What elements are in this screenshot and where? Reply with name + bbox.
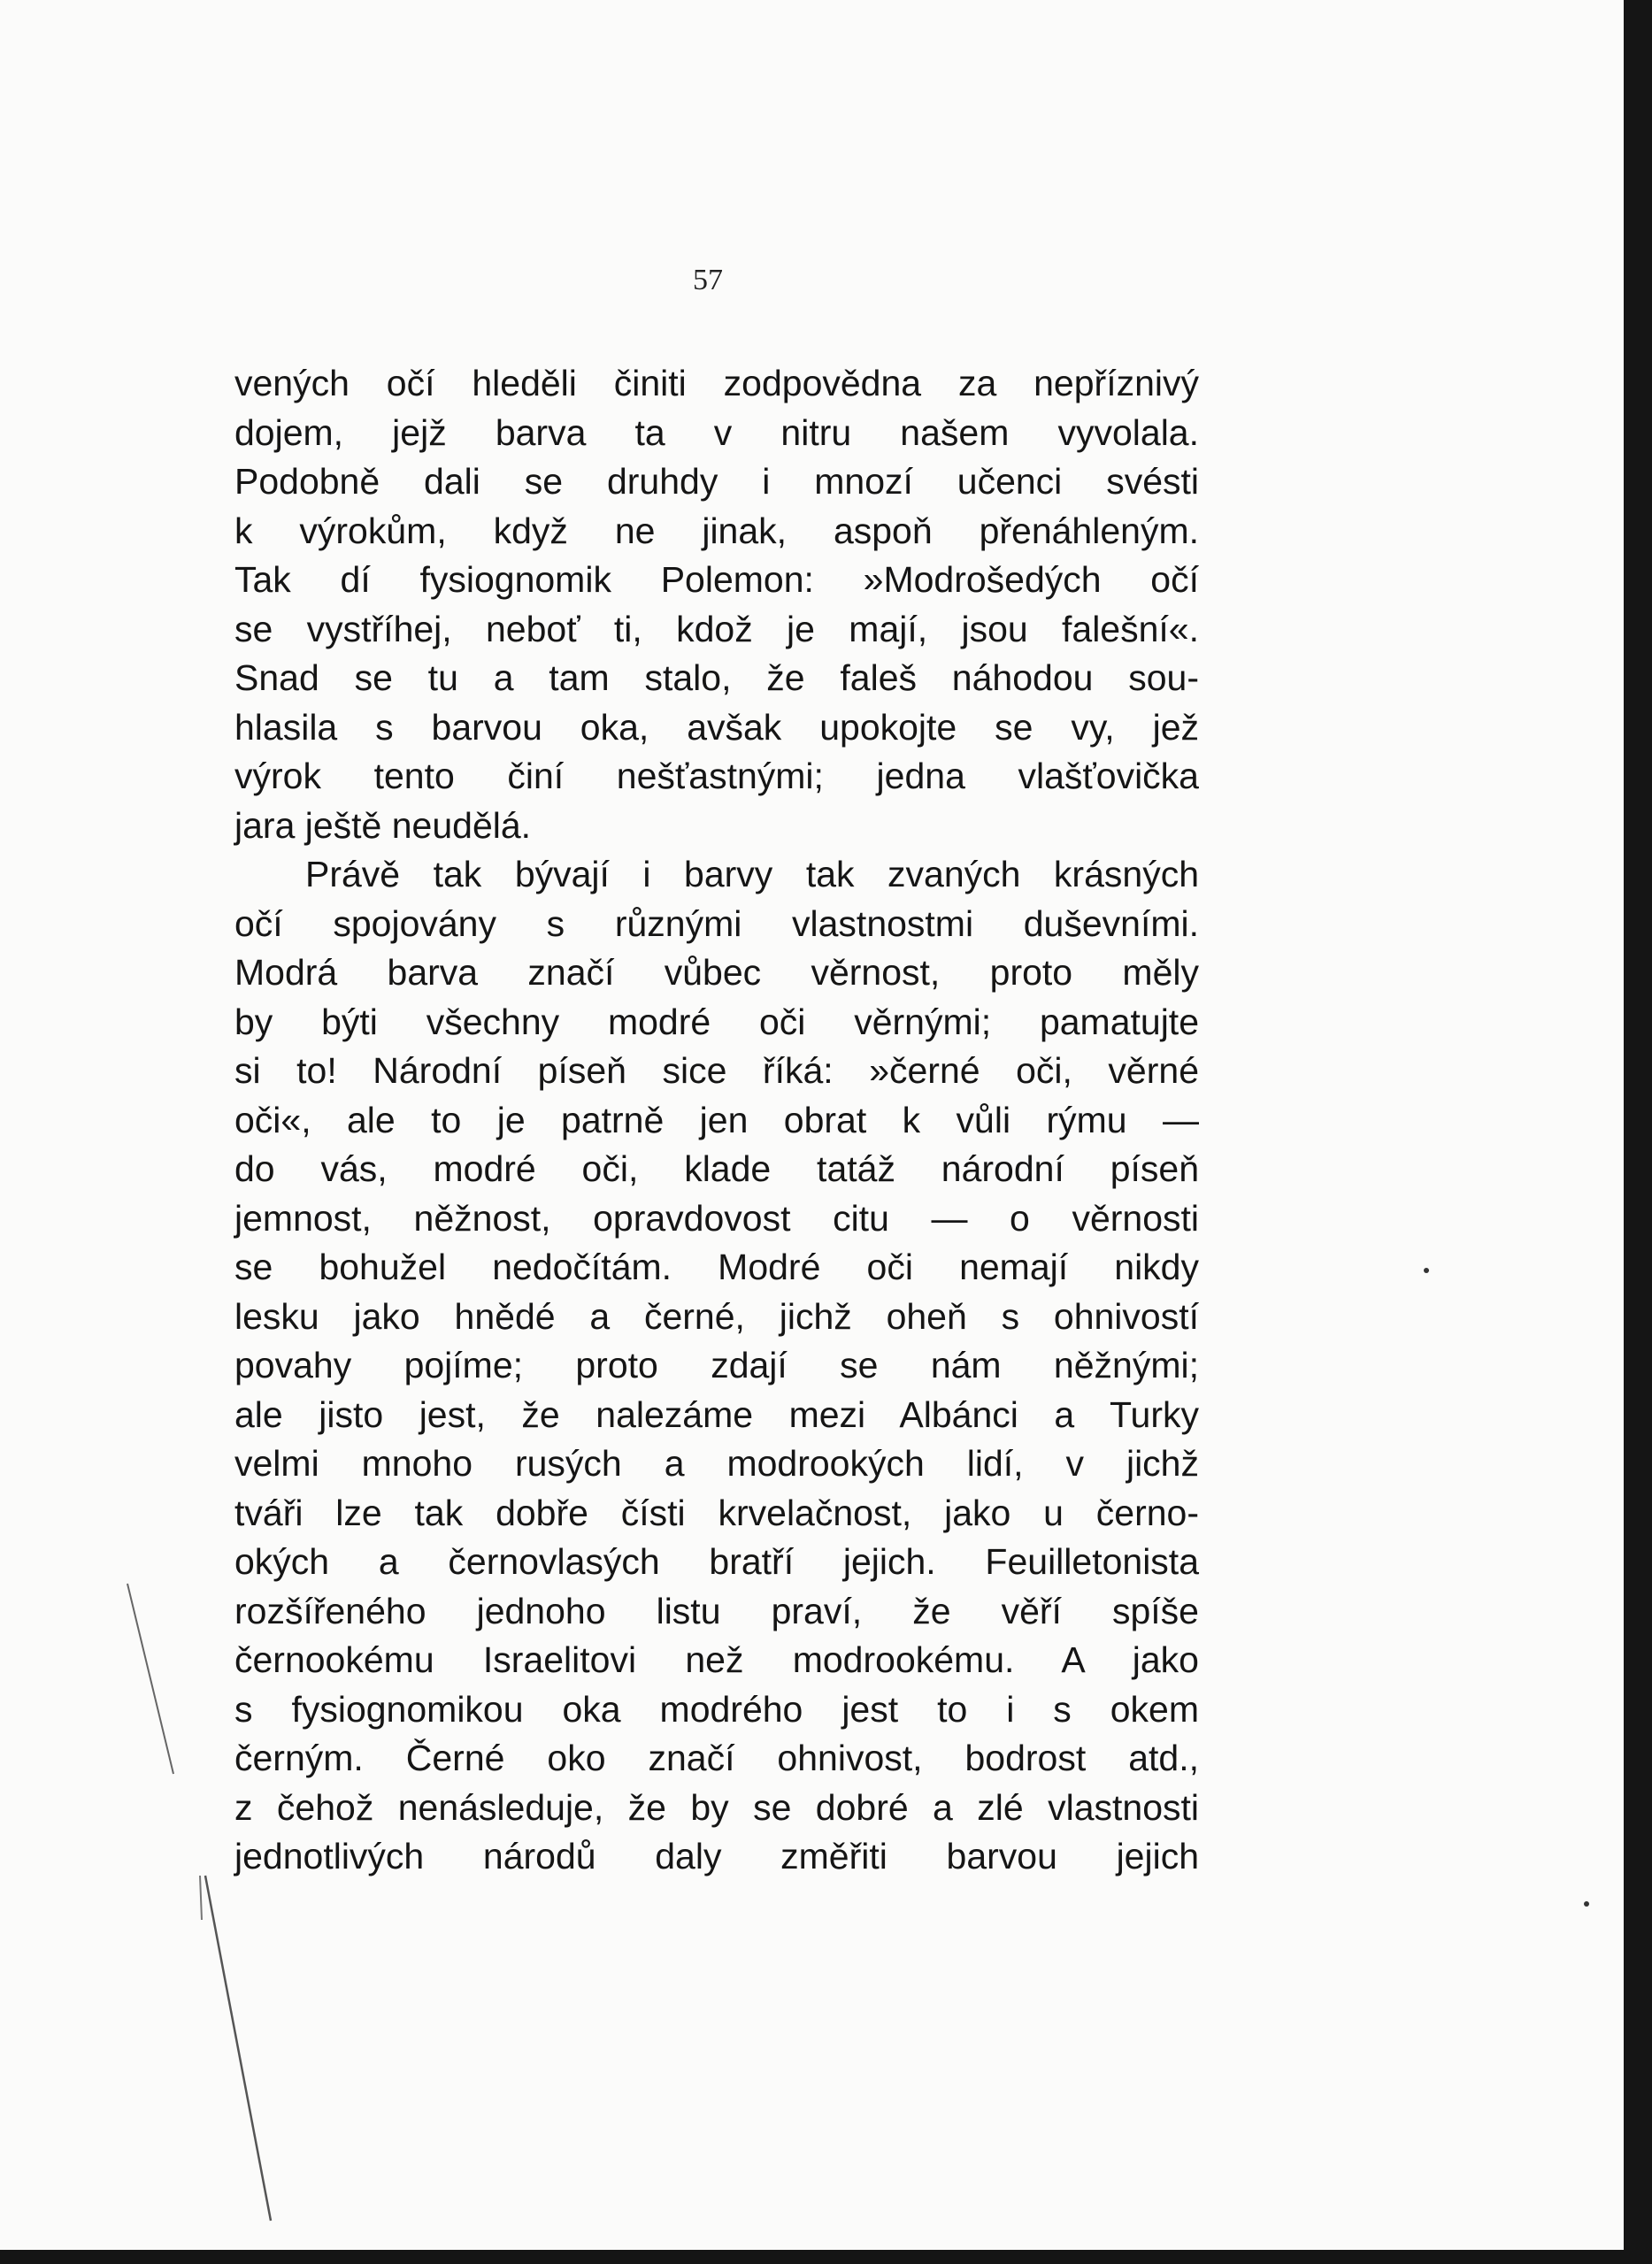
page-number: 57 [693,264,723,296]
text-line: oči«, ale to je patrně jen obrat k vůli rýmu — [234,1099,1199,1140]
text-line: hlasila s barvou oka, avšak upokojte se vy, jež [234,706,1199,748]
text-line: černým. Černé oko značí ohnivost, bodrost atd., [234,1738,1199,1778]
body-text [234,359,1199,1882]
text-line: by býti všechny modré oči věrnými; pamatujte [234,1001,1199,1042]
text-line: Tak dí fysiognomik Polemon: »Modrošedých očí [234,559,1199,600]
text-line: z čehož nenásleduje, že by se dobré a zlé vlastnosti [234,1786,1199,1828]
text-line: Právě tak bývají i barvy tak zvaných krásných [305,854,1199,894]
text-line: černookému Israelitovi než modrookému. A jako [234,1639,1199,1680]
scan-streak-upper [127,1584,173,1774]
text-line: povahy pojíme; proto zdají se nám něžnými; [234,1345,1199,1385]
text-line: tváři lze tak dobře čísti krvelačnost, jako u černo- [234,1492,1199,1533]
text-line: se vystříhej, neboť ti, kdož je mají, jsou falešní«. [234,608,1199,649]
text-line: vených očí hleděli činiti zodpovědna za nepříznivý [234,363,1199,403]
text-line: Modrá barva značí vůbec věrnost, proto měly [234,952,1199,993]
text-line: si to! Národní píseň sice říká: »černé oči, věrné [234,1050,1199,1091]
scan-dot-2 [1584,1901,1589,1907]
text-line: do vás, modré oči, klade tatáž národní píseň [234,1148,1199,1189]
scan-dot-1 [1424,1268,1429,1273]
text-line: dojem, jejž barva ta v nitru našem vyvolala. [234,411,1199,453]
text-line: se bohužel nedočítám. Modré oči nemají nikdy [234,1247,1199,1287]
text-line: jara ještě neudělá. [234,804,532,846]
text-line: ale jisto jest, že nalezáme mezi Albánci a Turky [234,1393,1199,1435]
text-line: s fysiognomikou oka modrého jest to i s okem [234,1688,1199,1730]
text-line: jemnost, něžnost, opravdovost citu — o věrnosti [234,1197,1199,1239]
text-line: k výrokům, když ne jinak, aspoň přenáhleným. [234,510,1199,551]
text-line: očí spojovány s různými vlastnostmi duševními. [234,902,1199,944]
text-line: Podobně dali se druhdy i mnozí učenci svésti [234,461,1199,502]
text-line: Snad se tu a tam stalo, že faleš náhodou sou- [234,657,1199,698]
scan-border-right [1624,0,1652,2264]
scan-tick [200,1876,202,1920]
text-line: velmi mnoho rusých a modrookých lidí, v jichž [234,1443,1199,1484]
text-line: rozšířeného jednoho listu praví, že věří spíše [234,1590,1199,1631]
text-line: výrok tento činí nešťastnými; jedna vlašťovička [234,756,1199,796]
scan-border-bottom [0,2250,1652,2264]
text-line: lesku jako hnědé a černé, jichž oheň s ohnivostí [234,1295,1199,1337]
scan-streak-lower [205,1876,271,2221]
text-line: jednotlivých národů daly změřiti barvou jejich [234,1836,1199,1876]
text-line: okých a černovlasých bratří jejich. Feuilletonista [234,1541,1199,1582]
